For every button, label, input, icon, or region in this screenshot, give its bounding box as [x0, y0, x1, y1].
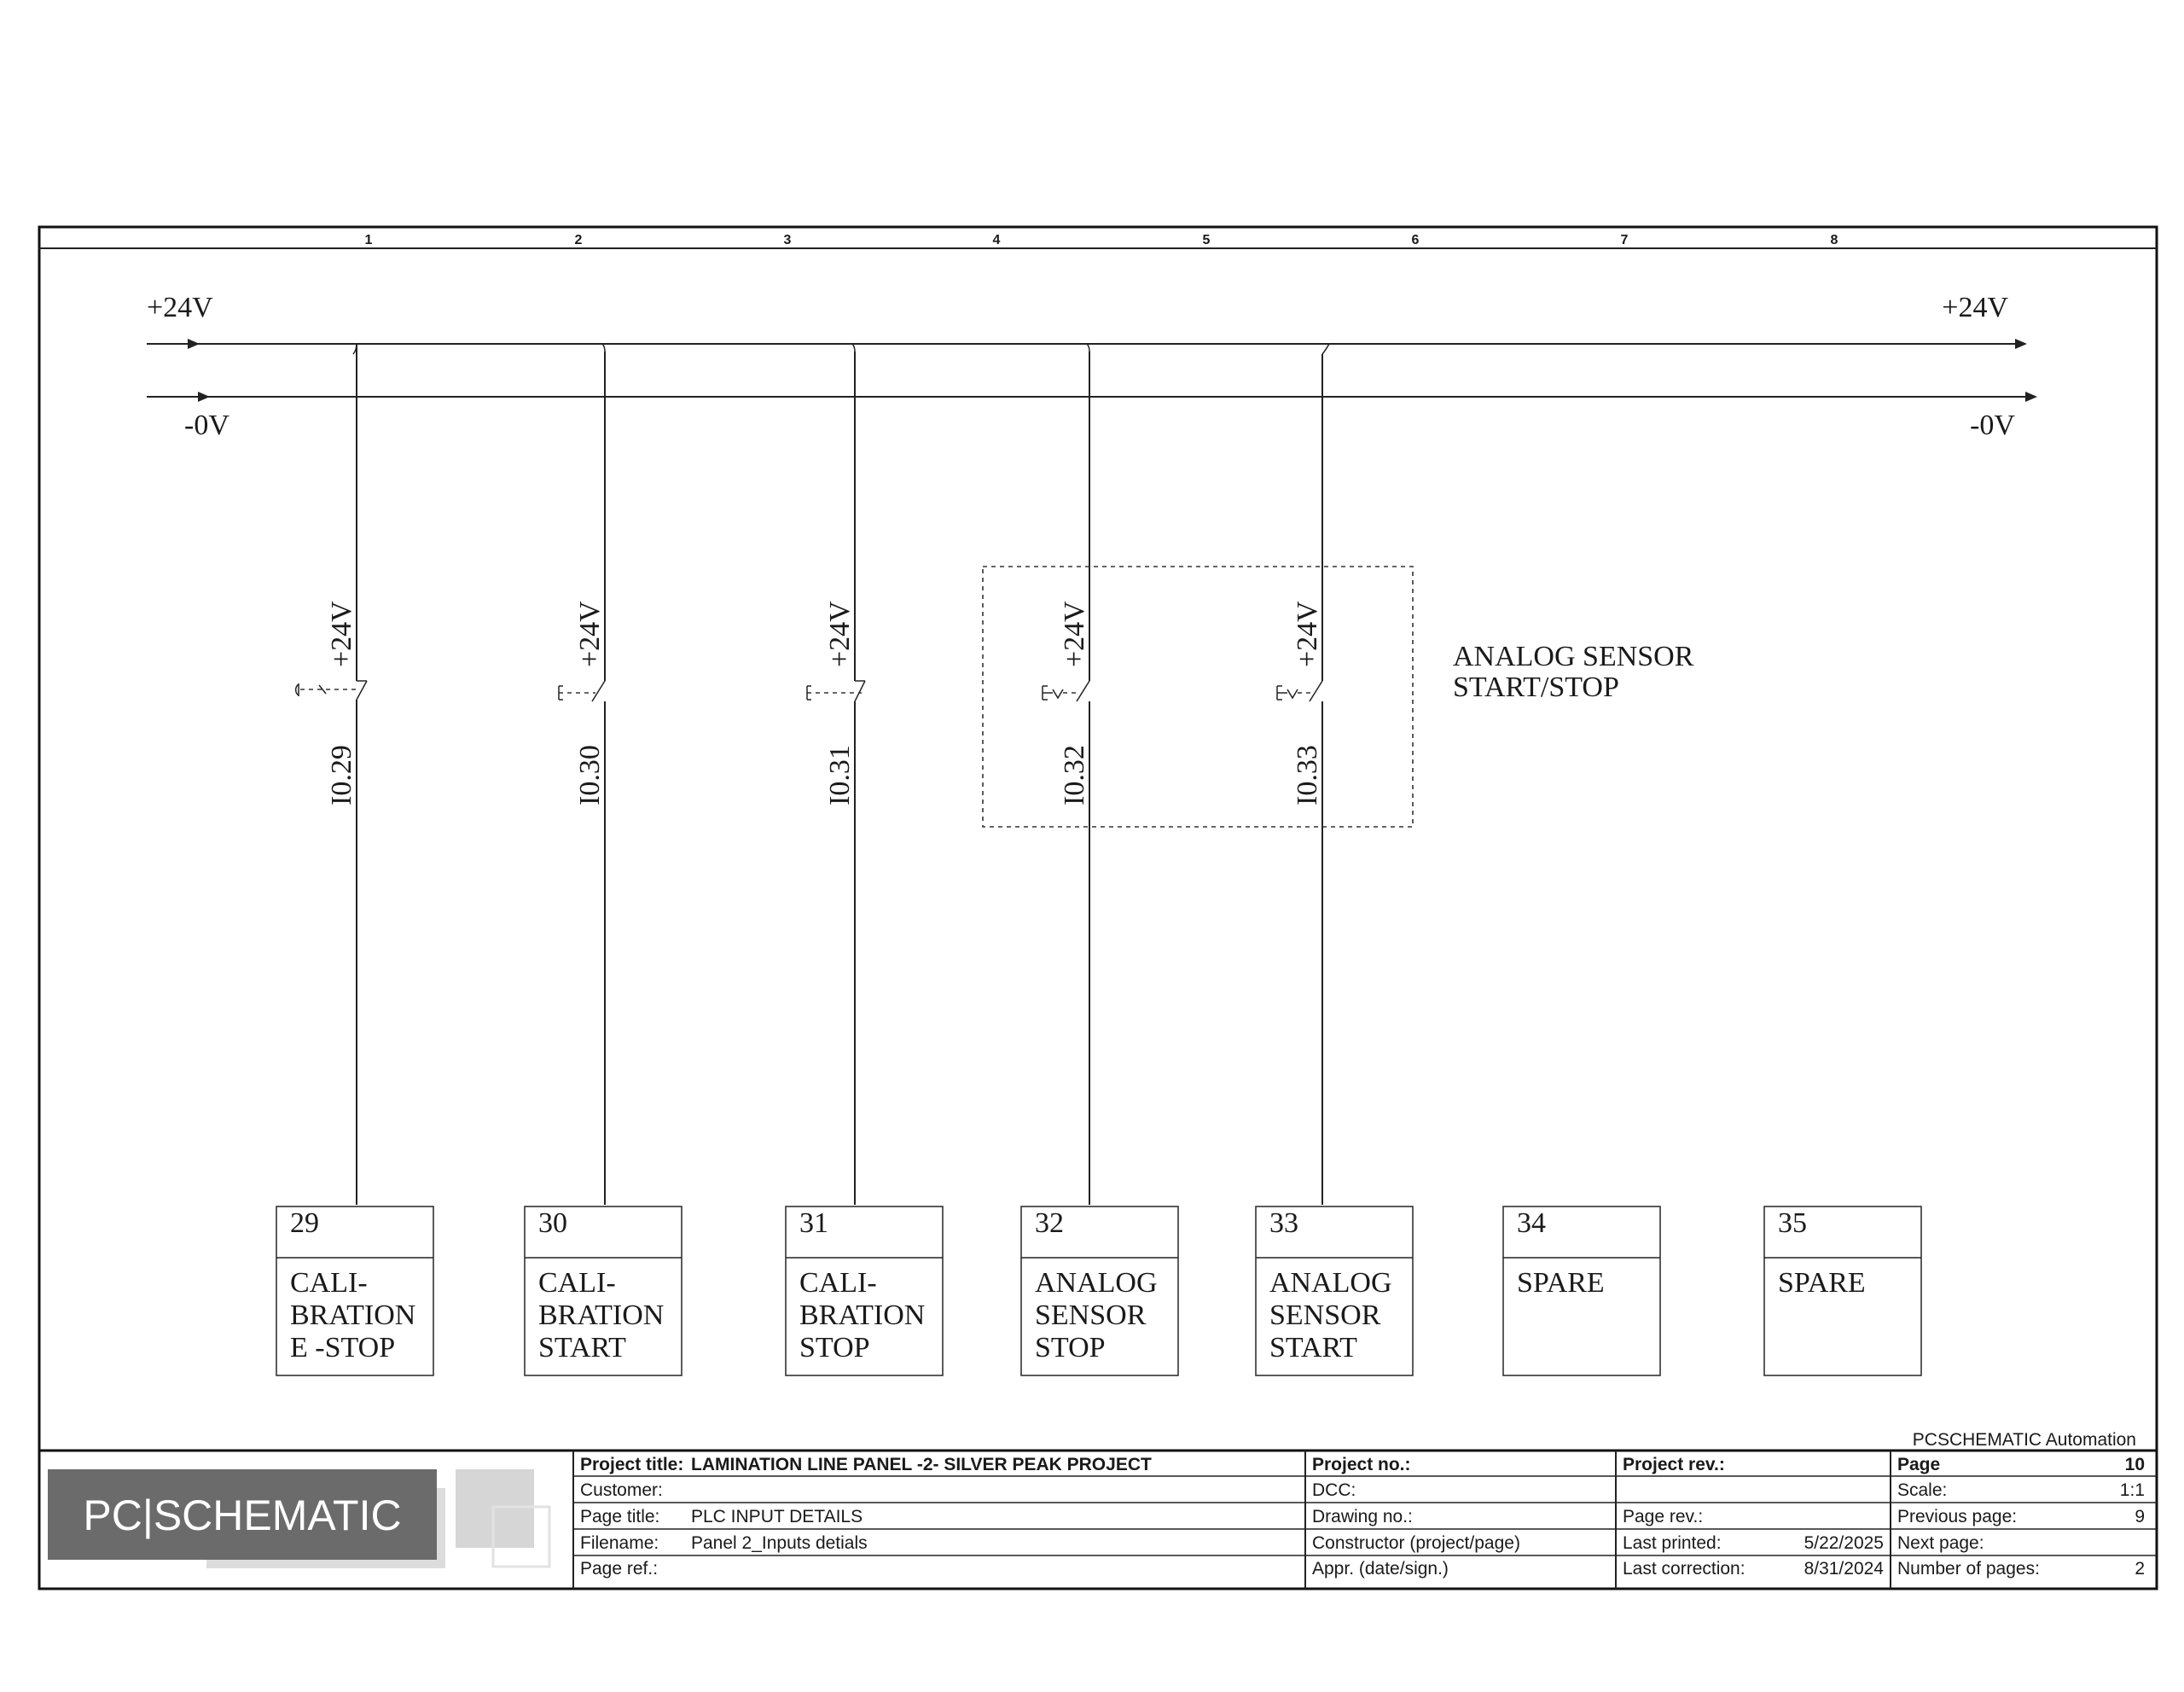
terminal-number: 34	[1517, 1207, 1546, 1239]
grid-number: 2	[574, 233, 583, 247]
sensor-contact-icon	[1277, 681, 1322, 701]
terminal-text: CALI-	[799, 1267, 877, 1299]
circuit-i033	[1277, 354, 1323, 1205]
circuit-i031	[807, 352, 865, 1205]
terminal-text: CALI-	[538, 1267, 616, 1299]
analog-sensor-group-box	[983, 567, 1413, 827]
terminal-text: SPARE	[1517, 1267, 1605, 1299]
pushbutton-nc-icon	[807, 681, 865, 701]
rail-label-plus-left: +24V	[147, 292, 213, 323]
number-of-pages-value: 2	[2135, 1559, 2145, 1579]
grid-number: 6	[1411, 233, 1420, 247]
filename-value: Panel 2_Inputs detials	[691, 1533, 868, 1553]
filename-label: Filename:	[580, 1533, 659, 1553]
dcc-label: DCC:	[1312, 1480, 1356, 1500]
terminal-number: 33	[1269, 1207, 1298, 1239]
page-ref-label: Page ref.:	[580, 1559, 659, 1579]
next-page-label: Next page:	[1897, 1533, 1984, 1553]
rail-label-minus-left: -0V	[184, 410, 229, 441]
supply-label: +24V	[824, 601, 856, 667]
scale-value: 1:1	[2119, 1480, 2145, 1500]
terminal-text: START	[538, 1332, 626, 1363]
terminal-text: START	[1269, 1332, 1357, 1363]
terminal-text: CALI-	[290, 1267, 368, 1299]
page-rev-label: Page rev.:	[1623, 1507, 1704, 1526]
input-address-label: I0.30	[574, 745, 606, 805]
page-value: 10	[2124, 1455, 2145, 1474]
arrow-right-icon	[198, 392, 210, 402]
terminal-text: BRATION	[538, 1300, 665, 1331]
grid-number: 4	[992, 233, 1001, 247]
scale-label: Scale:	[1897, 1480, 1948, 1500]
terminal-33	[1256, 1206, 1413, 1375]
terminal-number: 30	[538, 1207, 567, 1239]
terminal-text: STOP	[799, 1332, 870, 1363]
supply-label: +24V	[1292, 601, 1323, 667]
constructor-label: Constructor (project/page)	[1312, 1533, 1520, 1553]
last-printed-label: Last printed:	[1623, 1533, 1722, 1553]
project-title-label: Project title:	[580, 1455, 684, 1474]
pcschematic-logo	[48, 1469, 549, 1568]
circuit-i030	[559, 352, 606, 1205]
terminal-number: 35	[1778, 1207, 1807, 1239]
project-title-value: LAMINATION LINE PANEL -2- SILVER PEAK PROJECT	[691, 1455, 1152, 1474]
input-address-label: I0.29	[326, 745, 357, 805]
rail-tap	[1322, 344, 1329, 354]
terminal-text: ANALOG	[1269, 1267, 1392, 1299]
previous-page-label: Previous page:	[1897, 1507, 2018, 1526]
project-rev-label: Project rev.:	[1623, 1455, 1725, 1474]
terminal-number: 29	[290, 1207, 319, 1239]
terminal-text: SENSOR	[1035, 1300, 1147, 1331]
rail-tap	[852, 344, 855, 352]
approval-label: Appr. (date/sign.)	[1312, 1559, 1449, 1579]
terminal-text: BRATION	[290, 1300, 416, 1331]
grid-number: 1	[364, 233, 373, 247]
group-label-line1: ANALOG SENSOR	[1453, 641, 1694, 672]
terminal-30	[525, 1206, 682, 1375]
rail-tap	[1087, 344, 1089, 352]
emergency-stop-icon	[296, 681, 367, 700]
arrow-right-icon	[2025, 392, 2037, 402]
terminal-number: 31	[799, 1207, 828, 1239]
last-printed-value: 5/22/2025	[1804, 1533, 1884, 1553]
rail-label-plus-right: +24V	[1942, 292, 2008, 323]
rail-label-minus-right: -0V	[1970, 410, 2015, 441]
page-title-label: Page title:	[580, 1507, 660, 1526]
page-title-value: PLC INPUT DETAILS	[691, 1507, 863, 1526]
group-label-line2: START/STOP	[1453, 672, 1619, 703]
terminal-number: 32	[1035, 1207, 1064, 1239]
terminal-32	[1021, 1206, 1178, 1375]
rail-tap	[602, 344, 605, 352]
grid-number: 5	[1202, 233, 1211, 247]
input-address-label: I0.31	[824, 745, 856, 805]
grid-number: 3	[783, 233, 792, 247]
terminal-29	[276, 1206, 433, 1375]
previous-page-value: 9	[2135, 1507, 2145, 1526]
company-name: PCSCHEMATIC Automation	[1912, 1430, 2136, 1450]
terminal-34	[1503, 1206, 1660, 1375]
terminal-text: ANALOG	[1035, 1267, 1158, 1299]
terminal-text: STOP	[1035, 1332, 1106, 1363]
last-correction-label: Last correction:	[1623, 1559, 1745, 1579]
sensor-contact-icon	[1043, 681, 1089, 701]
terminal-text: BRATION	[799, 1300, 926, 1331]
arrow-right-icon	[2015, 339, 2027, 349]
supply-label: +24V	[1059, 601, 1090, 667]
power-rail-minus	[147, 392, 2037, 402]
supply-label: +24V	[326, 601, 357, 667]
input-address-label: I0.33	[1292, 745, 1323, 805]
terminal-text: SENSOR	[1269, 1300, 1381, 1331]
drawing-no-label: Drawing no.:	[1312, 1507, 1413, 1526]
grid-number: 8	[1830, 233, 1838, 247]
arrow-right-icon	[188, 339, 200, 349]
project-no-label: Project no.:	[1312, 1455, 1411, 1474]
circuit-i029	[296, 344, 367, 1205]
logo-text: PC|SCHEMATIC	[83, 1491, 402, 1539]
page-label: Page	[1897, 1455, 1941, 1474]
grid-numbers	[365, 233, 1838, 247]
number-of-pages-label: Number of pages:	[1897, 1559, 2040, 1579]
last-correction-value: 8/31/2024	[1804, 1559, 1884, 1579]
grid-number: 7	[1620, 233, 1629, 247]
input-address-label: I0.32	[1059, 745, 1090, 805]
terminal-text: SPARE	[1778, 1267, 1866, 1299]
terminal-31	[786, 1206, 943, 1375]
supply-label: +24V	[574, 601, 606, 667]
terminal-text: E -STOP	[290, 1332, 396, 1363]
terminal-35	[1764, 1206, 1921, 1375]
customer-label: Customer:	[580, 1480, 663, 1500]
circuit-i032	[1043, 352, 1090, 1205]
pushbutton-no-icon	[559, 681, 605, 701]
